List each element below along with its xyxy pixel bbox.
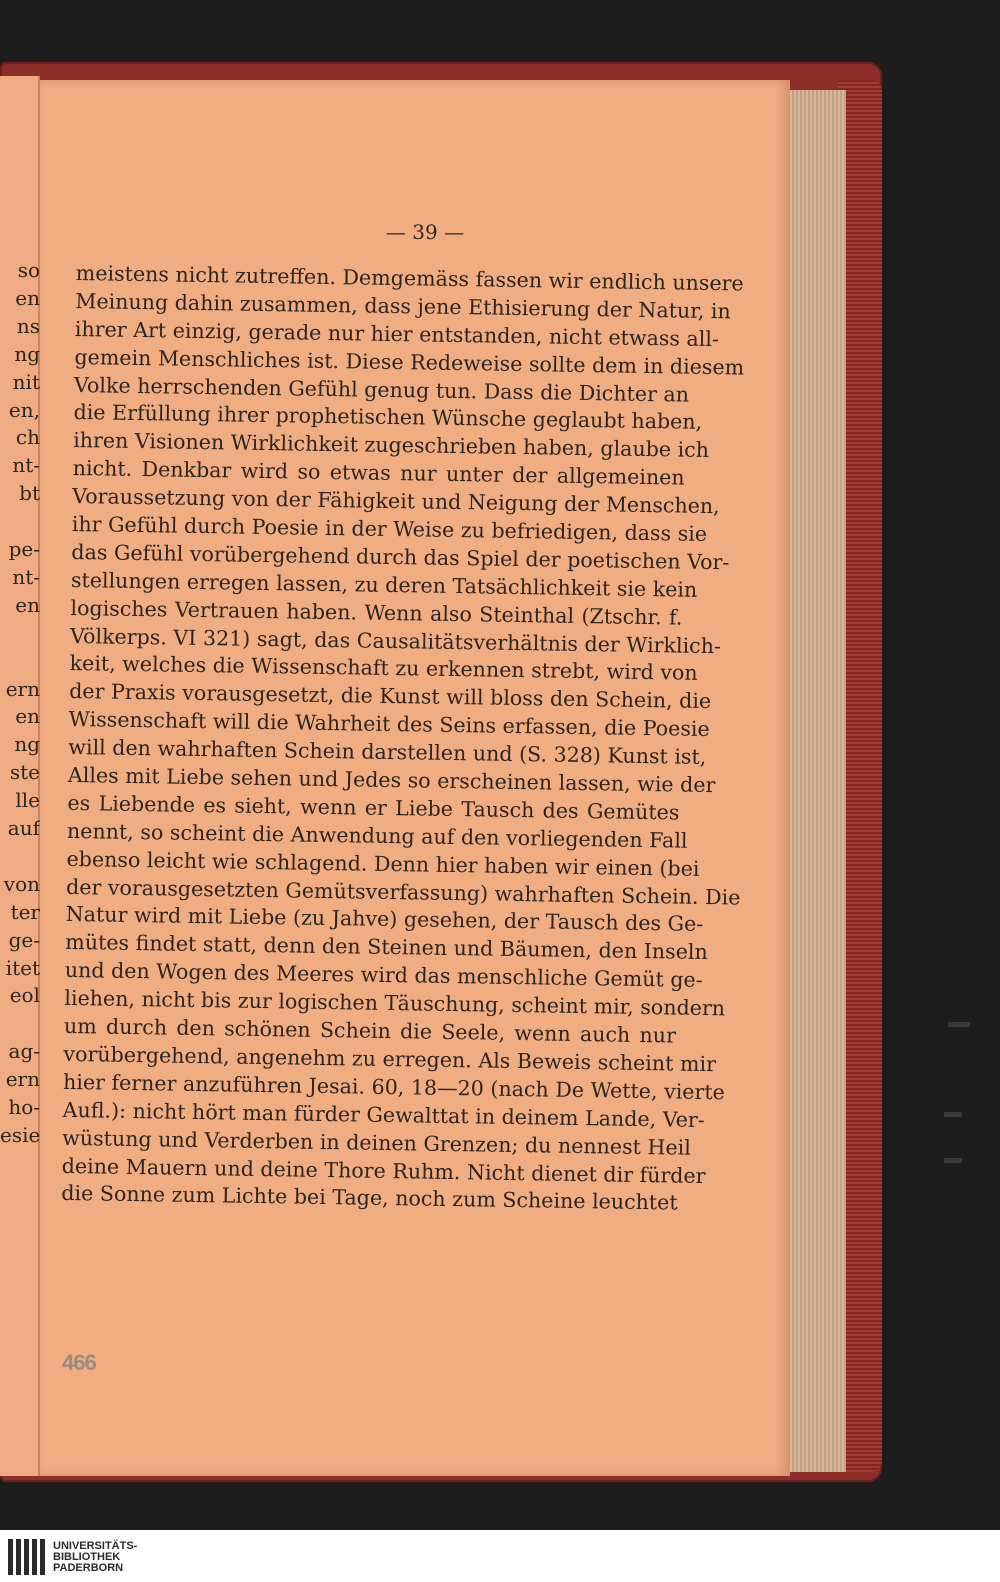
left-page-fragment: itet (5, 955, 40, 980)
page-block-edges (786, 90, 846, 1472)
scan-mark (948, 1022, 970, 1027)
text-line: es Liebende es sieht, wenn er Liebe Tausch des Gemütes (67, 790, 680, 825)
text-line: stellungen erregen lassen, zu deren Tatsächlichkeit sie kein (70, 567, 698, 602)
left-page-fragment: nt- (12, 564, 40, 589)
left-page-fragment: ho- (8, 1095, 40, 1119)
left-page-fragment: ag- (8, 1039, 40, 1064)
library-bars-icon (8, 1539, 45, 1575)
left-page-fragment: eol (9, 983, 40, 1008)
text-line: das Gefühl vorübergehend durch das Spiel der poetischen Vor- (71, 539, 730, 575)
left-page-fragment: ch (15, 425, 40, 450)
left-page-fragment: pe- (8, 537, 40, 561)
text-line: ihrer Art einzig, gerade nur hier entstanden, nicht etwass all- (74, 316, 720, 351)
left-page-fragment: ste (9, 760, 40, 785)
text-line: Aufl.): nicht hört man fürder Gewalttat in deinem Lande, Ver- (62, 1097, 705, 1132)
text-line: meistens nicht zutreffen. Demgemäss fassen wir endlich unsere (75, 260, 744, 296)
text-line: Volke herrschenden Gefühl genug tun. Dass die Dichter an (73, 372, 690, 407)
text-line: nennt, so scheint die Anwendung auf den vorliegenden Fall (66, 818, 688, 853)
text-line: Wissenschaft will die Wahrheit des Seins erfassen, die Poesie (68, 707, 710, 742)
left-page-fragment: en (15, 285, 40, 310)
library-logo[interactable] (8, 1538, 137, 1576)
left-page-fragment: ter (10, 899, 40, 924)
shelf-mark: 466 (62, 1350, 96, 1375)
text-line: keit, welches die Wissenschaft zu erkennen strebt, wird von (69, 651, 698, 686)
text-line: Voraussetzung von der Fähigkeit und Neigung der Menschen, (72, 484, 720, 519)
left-page-fragment: esie (0, 1122, 40, 1147)
left-page-fragment: ern (5, 1067, 40, 1092)
text-line: Meinung dahin zusammen, dass jene Ethisierung der Natur, in (75, 288, 731, 324)
text-line: ihren Visionen Wirklichkeit zugeschrieben haben, glaube ich (72, 428, 710, 463)
left-page-fragment: so (17, 258, 40, 282)
text-line: ebenso leicht wie schlagend. Denn hier haben wir einen (bei (66, 846, 700, 881)
page-number: — 39 — (385, 220, 465, 244)
text-line: Völkerps. VI 321) sagt, das Causalitätsverhältnis der Wirklich- (69, 623, 722, 658)
left-page-fragment: ng (14, 341, 40, 366)
footer-bar (0, 1530, 1000, 1582)
left-page-fragment: nit (12, 369, 40, 394)
text-line: die Erfüllung ihrer prophetischen Wünsche geglaubt haben, (73, 400, 703, 435)
text-line: Alles mit Liebe sehen und Jedes so erscheinen lassen, wie der (67, 762, 716, 798)
text-line: der Praxis vorausgesetzt, die Kunst will bloss den Schein, die (69, 679, 712, 714)
library-name (53, 1541, 137, 1574)
left-page-fragment: nt- (12, 453, 40, 478)
text-line: will den wahrhaften Schein darstellen und (S. 328) Kunst ist, (68, 735, 707, 770)
body-text (61, 260, 745, 1218)
text-line: und den Wogen des Meeres wird das menschliche Gemüt ge- (64, 958, 703, 993)
text-line: logisches Vertrauen haben. Wenn also Steinthal (Ztschr. f. (70, 595, 683, 630)
text-line: um durch den schönen Schein die Seele, wenn auch nur (63, 1013, 677, 1048)
left-page-fragment: bt (19, 481, 40, 506)
text-line: mütes findet statt, denn den Steinen und Bäumen, den Inseln (65, 930, 708, 965)
text-line: gemein Menschliches ist. Diese Redeweise sollte dem in diesem (74, 344, 745, 380)
logo-line: BIBLIOTHEK (53, 1550, 121, 1563)
left-page (0, 76, 40, 1476)
left-page-fragment: ng (14, 732, 40, 757)
scan-mark (944, 1112, 962, 1117)
logo-line: PADERBORN (53, 1561, 124, 1574)
text-line: Natur wird mit Liebe (zu Jahve) gesehen, der Tausch des Ge- (65, 902, 704, 937)
left-page-fragment: en, (8, 397, 40, 422)
left-page-fragment: en (15, 704, 40, 729)
scan-mark (944, 1158, 962, 1163)
text-line: liehen, nicht bis zur logischen Täuschung, scheint mir, sondern (64, 986, 726, 1021)
right-page (40, 80, 790, 1476)
left-page-fragment: en (15, 592, 40, 617)
text-line: wüstung und Verderben in deinen Grenzen; du nennest Heil (62, 1125, 691, 1160)
left-page-fragment: lle (15, 788, 40, 813)
text-line: die Sonne zum Lichte bei Tage, noch zum Scheine leuchtet (61, 1181, 678, 1215)
text-line: vorübergehend, angenehm zu erregen. Als Beweis scheint mir (63, 1041, 717, 1077)
text-line: der vorausgesetzten Gemütsverfassung) wahrhaften Schein. Die (65, 874, 741, 910)
left-page-fragment: auf (7, 816, 40, 840)
left-page-fragment: von (3, 871, 40, 896)
text-line: hier ferner anzuführen Jesai. 60, 18—20 (nach De Wette, vierte (62, 1069, 725, 1105)
left-page-fragment: ern (5, 676, 40, 701)
text-line: deine Mauern und deine Thore Ruhm. Nicht dienet dir fürder (61, 1153, 706, 1188)
text-line: nicht. Denkbar wird so etwas nur unter der allgemeinen (72, 456, 685, 490)
text-line: ihr Gefühl durch Poesie in der Weise zu befriedigen, dass sie (71, 511, 708, 546)
left-page-fragment: ns (16, 313, 40, 338)
left-page-fragment: ge- (8, 927, 40, 952)
logo-line: UNIVERSITÄTS- (53, 1539, 138, 1552)
